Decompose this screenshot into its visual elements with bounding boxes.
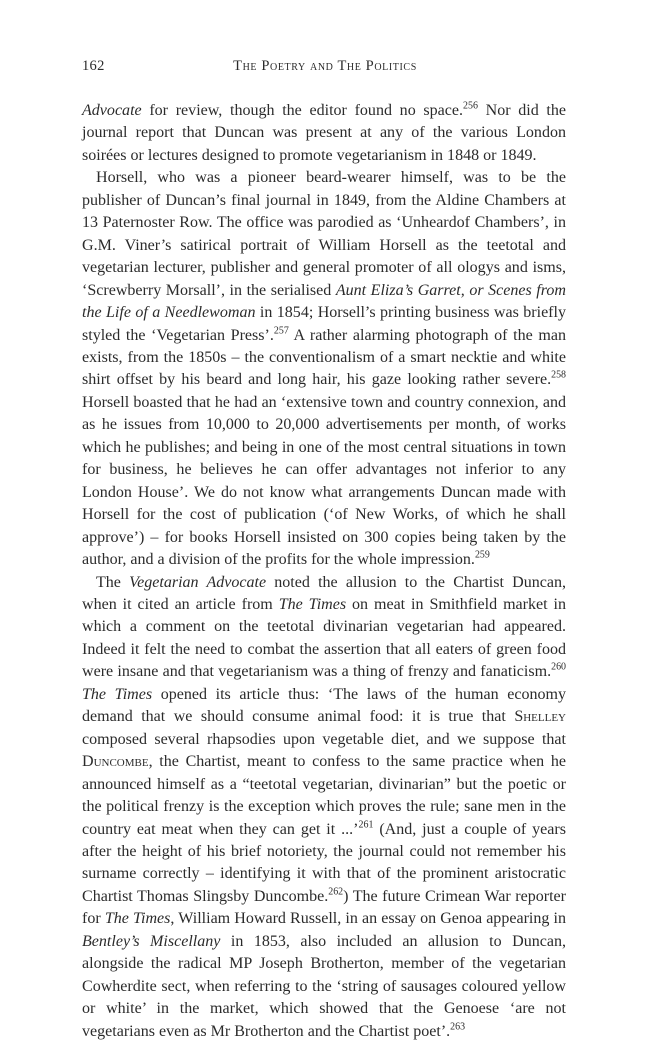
text-run: composed several rhapsodies upon vegetable diet, and we suppose that <box>82 730 566 748</box>
footnote-marker: 256 <box>463 100 478 112</box>
text-run: on meat in Smithfield market in which a comment on the teetotal divinarian vegetarian had appeared. Indeed it felt the need to combat the assertion that all eaters of green food were insane and that vegetarianism was a thing of frenzy and fanaticism. <box>82 595 566 681</box>
text-run: ) The future Crimean War reporter for <box>82 887 567 928</box>
text-run: A rather alarming photograph of the man exists, from the 1850s – the conventionalism of a smart necktie and white shirt offset by his beard and long hair, his gaze looking rather severe. <box>82 326 566 389</box>
footnote-marker: 263 <box>450 1021 466 1033</box>
italic-text: Vegetarian Advocate <box>129 573 267 591</box>
text-run: noted the allusion to the Chartist Duncan, when it cited an article from <box>82 573 566 613</box>
text-run: , William Howard Russell, in an essay on Genoa appearing in <box>170 910 566 928</box>
italic-text: The Times <box>278 595 347 613</box>
footnote-marker: 257 <box>273 325 289 337</box>
page-header <box>82 52 568 78</box>
italic-text: Advocate <box>82 102 142 119</box>
italic-text: The Times <box>104 910 171 928</box>
small-caps-text: Shelley <box>514 708 566 726</box>
running-head: The Poetry and The Politics <box>233 58 417 74</box>
paragraph <box>82 167 566 571</box>
footnote-marker: 259 <box>474 549 490 561</box>
footnote-marker: 258 <box>551 370 566 382</box>
text-run: in 1853, also included an allusion to Duncan, alongside the radical MP Joseph Brotherton, member of the vegetarian Cowherdite sect, when referring to the ‘string of sausages coloured yellow or white’ in the market, which showed that the Genoese ‘are not vegetarians even as Mr Brotherton and the Chartist poet’. <box>82 932 566 1040</box>
italic-text: Bentley’s Miscellany <box>82 932 221 950</box>
footnote-marker: 261 <box>358 819 374 831</box>
text-run: for review, though the editor found no space. <box>141 102 464 119</box>
footnote-marker: 262 <box>328 886 344 898</box>
text-run: (And, just a couple of years after the height of his brief notoriety, the journal could not remember his surname correctly – identifying it with that of the prominent aristocratic Chartist Thomas Slingsby Duncombe. <box>82 820 566 905</box>
text-run: The <box>96 573 130 591</box>
text-run: Nor did the journal report that Duncan was present at any of the various London soirées or lectures designed to promote vegetarianism in 1848 or 1849. <box>82 102 567 164</box>
paragraph <box>82 100 566 167</box>
text-run: Horsell boasted that he had an ‘extensive town and country connexion, and as he issues from 10,000 to 20,000 advertisements per month, of works which he publishes; and being in one of the most central situations in town for business, he believes he can offer advantages not inferior to any London House’. We do not know what arrangements Duncan made with Horsell for the cost of publication (‘of New Works, of which he shall approve’) – for books Horsell insisted on 300 copies being taken by the author, and a division of the profits for the whole impression. <box>82 393 566 569</box>
text-run: Horsell, who was a pioneer beard-wearer himself, was to be the publisher of Duncan’s final journal in 1849, from the Aldine Chambers at 13 Paternoster Row. The office was parodied as ‘Unheardof Chambers’, in G.M. Viner’s satirical portrait of William Horsell as the teetotal and vegetarian lecturer, publisher and general promoter of all ologys and isms, ‘Screwberry Morsall’, in the serialised <box>82 169 566 299</box>
text-run: , the Chartist, meant to confess to the same practice when he announced himself as a “teetotal vegetarian, divinarian” but the poetic or the political frenzy is the exception which proves the rule; sane men in the country eat meat when they can get it ...’ <box>82 753 566 838</box>
paragraph <box>82 572 566 1043</box>
italic-text: The Times <box>82 685 153 703</box>
body-text <box>82 100 566 1043</box>
text-run: opened its article thus: ‘The laws of the human economy demand that we should consume animal food: it is true that <box>82 685 566 726</box>
footnote-marker: 260 <box>551 661 566 673</box>
italic-text: Aunt Eliza’s Garret, or Scenes from the Life of a Needlewoman <box>82 281 566 322</box>
small-caps-text: Duncombe <box>82 753 149 771</box>
text-run: in 1854; Horsell’s printing business was briefly styled the ‘Vegetarian Press’. <box>82 304 566 344</box>
page-number: 162 <box>82 58 105 74</box>
